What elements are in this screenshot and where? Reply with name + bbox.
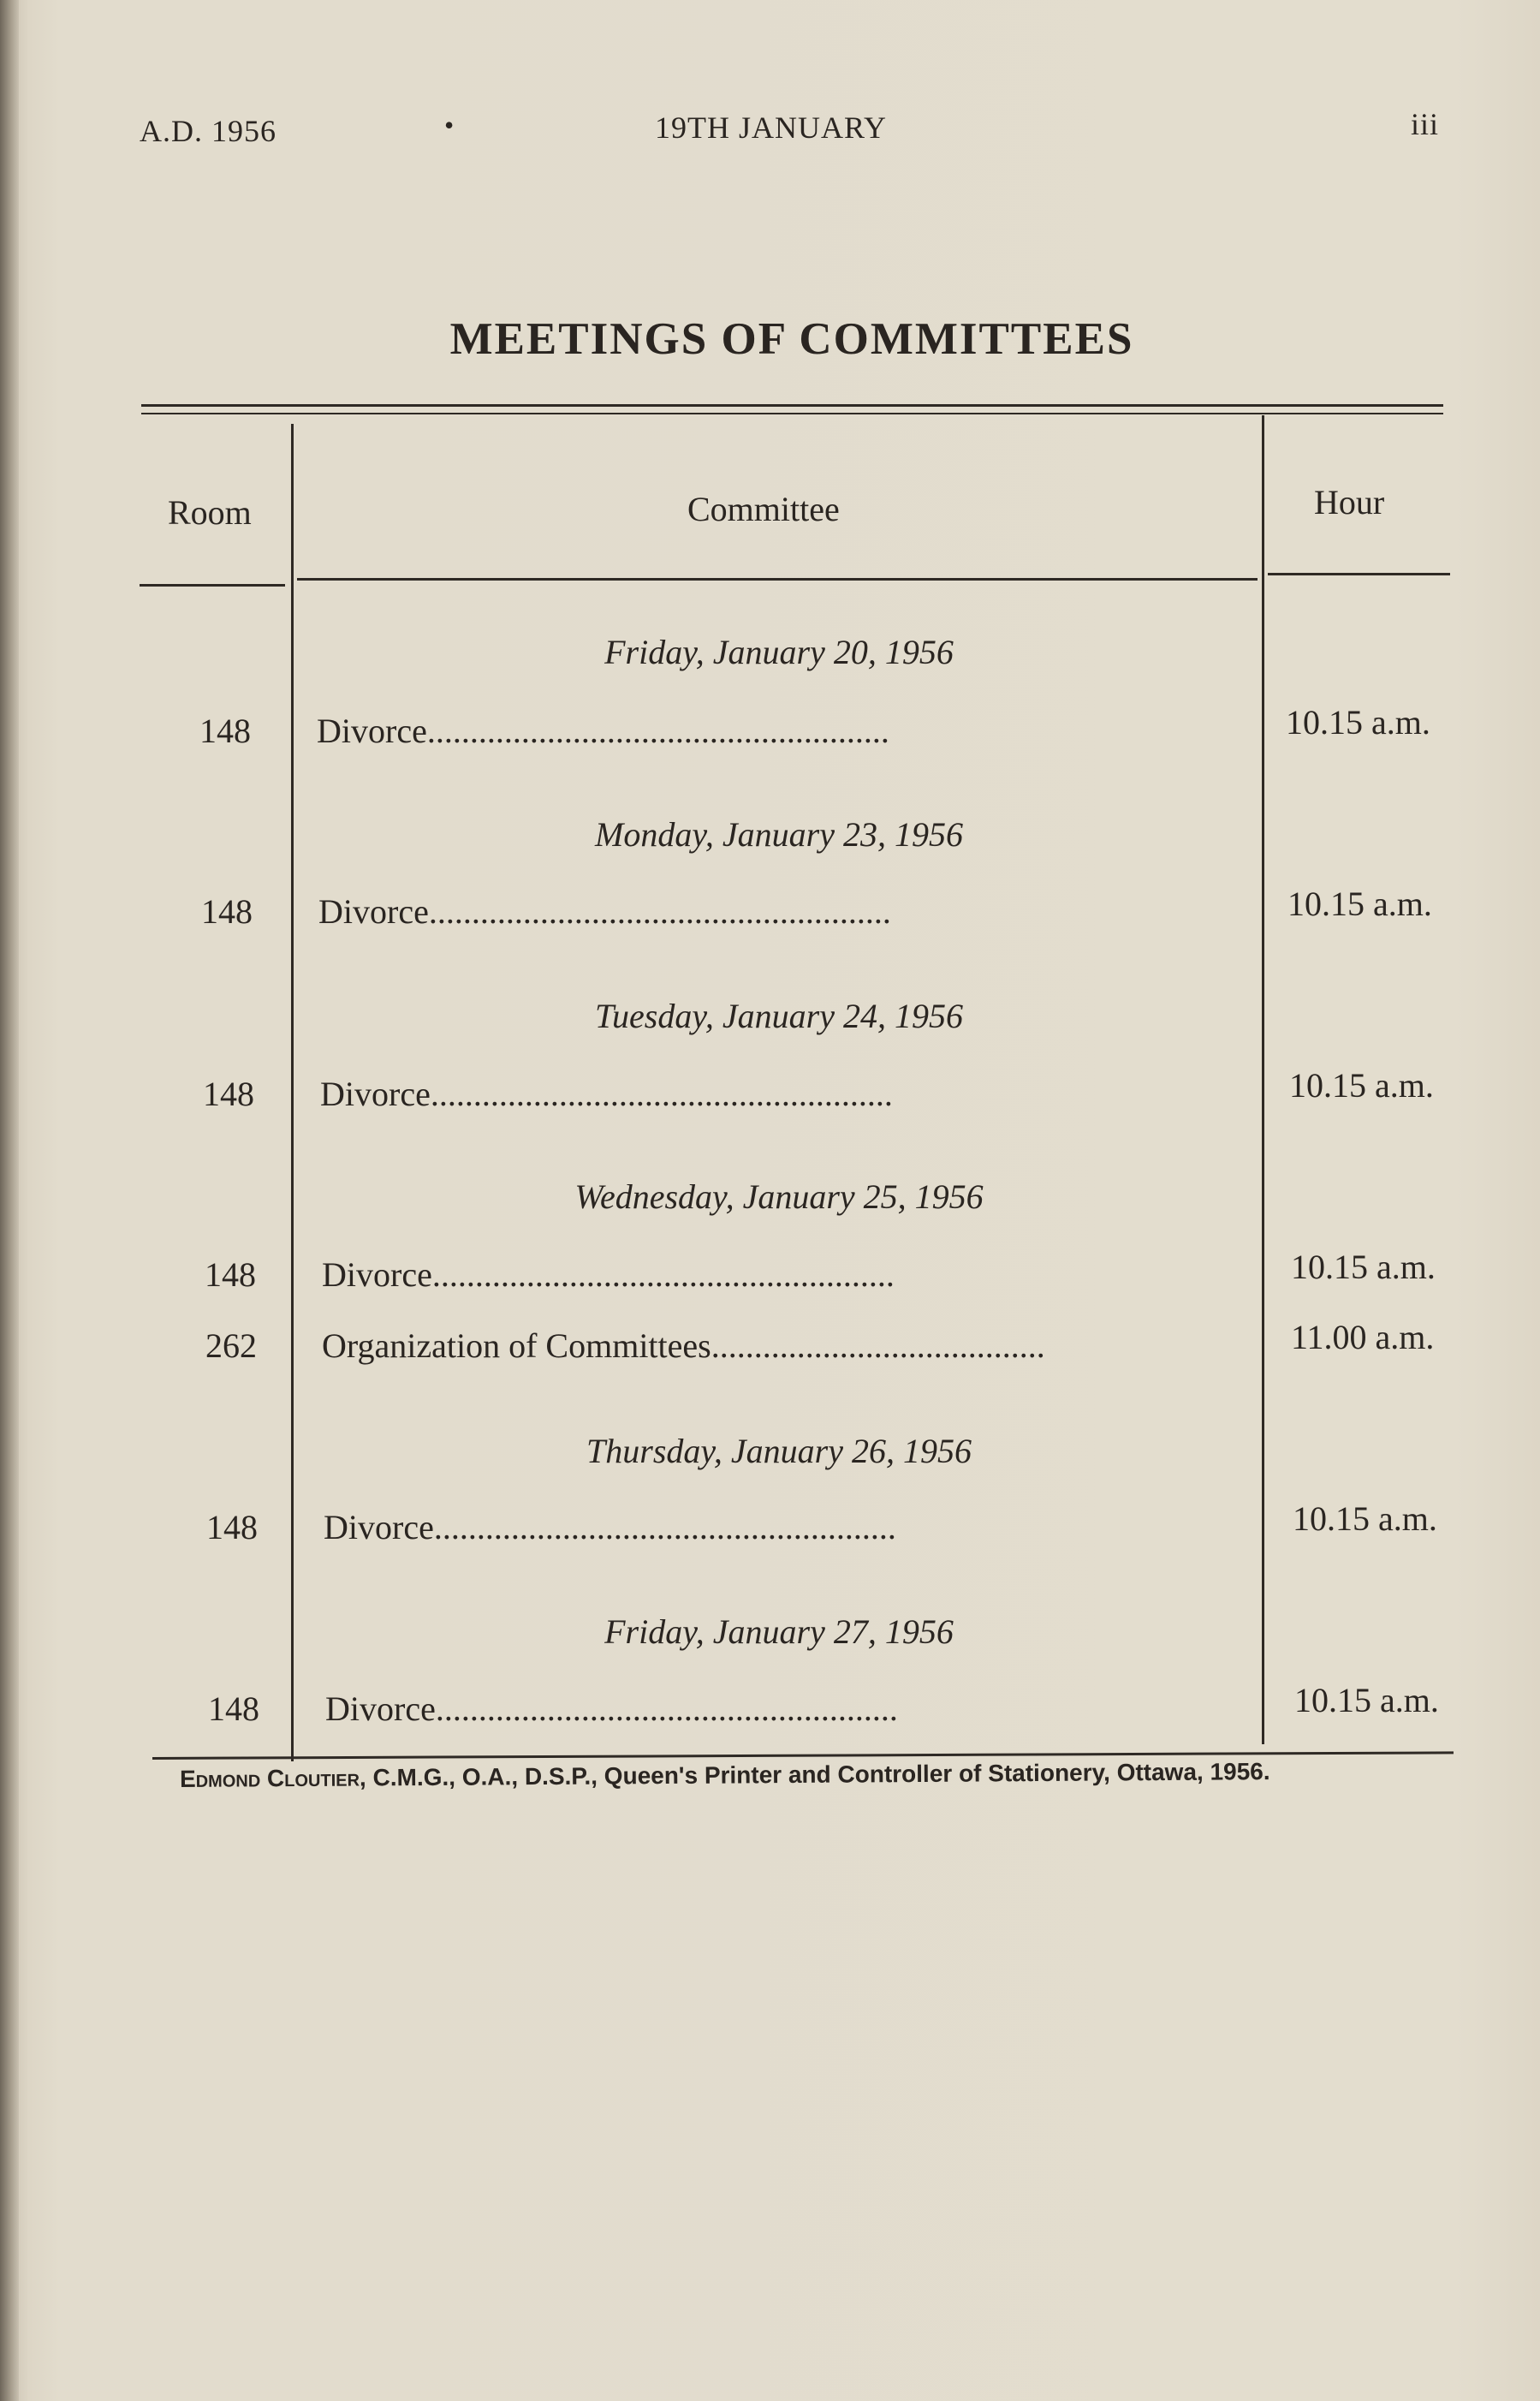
header-rule-hour bbox=[1268, 573, 1450, 575]
committee-name: Divorce...................................................... bbox=[317, 712, 889, 750]
committee-name: Divorce...................................................... bbox=[324, 1508, 896, 1546]
meeting-hour: 10.15 a.m. bbox=[1286, 703, 1430, 742]
room-number: 148 bbox=[208, 1689, 259, 1728]
header-year: A.D. 1956 bbox=[140, 114, 276, 148]
meeting-hour: 10.15 a.m. bbox=[1291, 1248, 1436, 1286]
room-number: 262 bbox=[205, 1326, 257, 1365]
committee-name: Divorce...................................................... bbox=[322, 1255, 895, 1294]
column-header-hour: Hour bbox=[1314, 483, 1385, 521]
top-rule-1 bbox=[141, 404, 1443, 407]
header-date: 19TH JANUARY bbox=[655, 110, 888, 145]
meeting-hour: 10.15 a.m. bbox=[1293, 1499, 1437, 1538]
page-title: MEETINGS OF COMMITTEES bbox=[449, 314, 1134, 364]
header-rule-room bbox=[140, 584, 285, 587]
meeting-hour: 10.15 a.m. bbox=[1287, 885, 1432, 923]
column-divider-left bbox=[291, 424, 294, 1761]
day-heading: Monday, January 23, 1956 bbox=[595, 815, 963, 854]
header-dot: • bbox=[444, 110, 455, 140]
page-number: iii bbox=[1411, 107, 1440, 141]
room-number: 148 bbox=[203, 1075, 254, 1113]
committee-name: Organization of Committees....................................... bbox=[322, 1326, 1045, 1365]
top-rule-2 bbox=[141, 413, 1443, 414]
day-heading: Thursday, January 26, 1956 bbox=[586, 1432, 972, 1470]
column-header-room: Room bbox=[168, 493, 252, 532]
day-heading: Wednesday, January 25, 1956 bbox=[574, 1177, 984, 1216]
room-number: 148 bbox=[199, 712, 251, 750]
printer-imprint bbox=[180, 1758, 1270, 1793]
day-heading: Tuesday, January 24, 1956 bbox=[595, 997, 963, 1035]
room-number: 148 bbox=[205, 1255, 256, 1294]
meeting-hour: 11.00 a.m. bbox=[1291, 1318, 1435, 1356]
meeting-hour: 10.15 a.m. bbox=[1294, 1681, 1439, 1719]
header-rule-committee bbox=[297, 578, 1258, 581]
column-header-committee: Committee bbox=[687, 490, 840, 528]
day-heading: Friday, January 20, 1956 bbox=[604, 633, 954, 671]
committee-name: Divorce...................................................... bbox=[318, 892, 891, 931]
committee-name: Divorce...................................................... bbox=[325, 1689, 898, 1728]
committee-name: Divorce...................................................... bbox=[320, 1075, 893, 1113]
room-number: 148 bbox=[206, 1508, 258, 1546]
meeting-hour: 10.15 a.m. bbox=[1289, 1066, 1434, 1105]
day-heading: Friday, January 27, 1956 bbox=[604, 1612, 954, 1651]
printer-name: Edmond Cloutier bbox=[179, 1764, 360, 1792]
printer-credits: , C.M.G., O.A., D.S.P., Queen's Printer and Controller of Stationery, Ottawa, 1956. bbox=[359, 1758, 1270, 1791]
room-number: 148 bbox=[201, 892, 253, 931]
